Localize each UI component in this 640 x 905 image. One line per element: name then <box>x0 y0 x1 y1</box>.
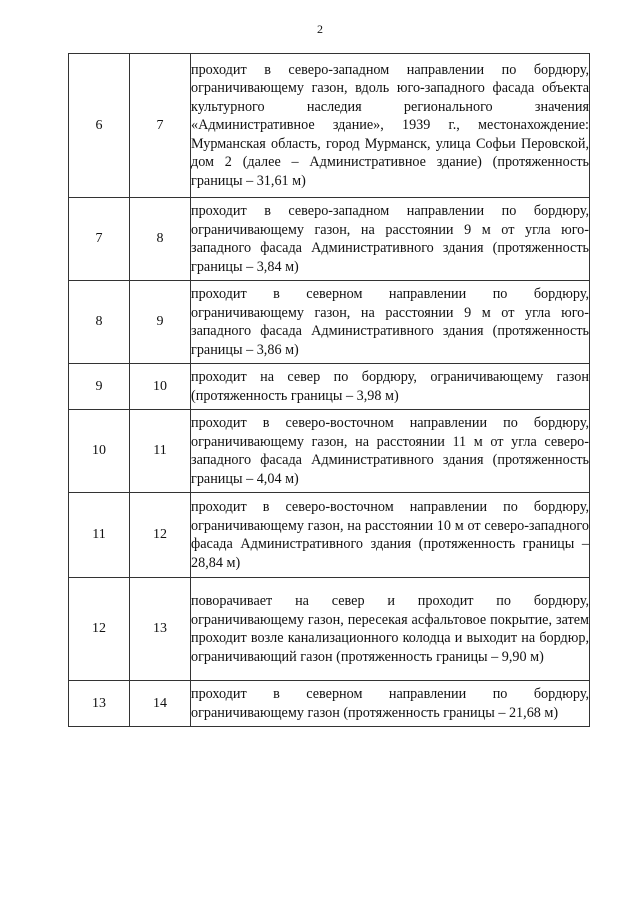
page-number: 2 <box>317 22 323 36</box>
point-from: 6 <box>69 54 130 198</box>
point-from: 9 <box>69 364 130 410</box>
table-row <box>69 681 590 727</box>
point-from: 12 <box>69 578 130 681</box>
table-row <box>69 198 590 281</box>
point-to: 11 <box>130 410 191 493</box>
table-row <box>69 410 590 493</box>
boundary-description: проходит в северо-западном направлении по бордюру, ограничивающему газон, на расстоянии 9 м от угла юго-западного фасада Административного здания (протяженность границы – 3,84 м) <box>191 198 590 281</box>
point-from: 7 <box>69 198 130 281</box>
boundary-description: проходит в северо-западном направлении по бордюру, ограничивающему газон, вдоль юго-западного фасада объекта культурного наследия регионального значения «Административное здание», 1939 г., местонахождение: Мурманская область, город Мурманск, улица Софьи Перовской, дом 2 (далее – Административное здание) (протяженность границы – 31,61 м) <box>191 54 590 198</box>
table-row <box>69 281 590 364</box>
boundary-description: поворачивает на север и проходит по бордюру, ограничивающему газон, пересекая асфальтовое покрытие, затем проходит возле канализационного колодца и выходит на бордюр, ограничивающий газон (протяженность границы – 9,90 м) <box>191 578 590 681</box>
table-row <box>69 364 590 410</box>
point-from: 13 <box>69 681 130 727</box>
boundary-description: проходит на север по бордюру, ограничивающему газон (протяженность границы – 3,98 м) <box>191 364 590 410</box>
point-to: 7 <box>130 54 191 198</box>
point-to: 14 <box>130 681 191 727</box>
point-from: 11 <box>69 493 130 578</box>
table-row <box>69 54 590 198</box>
point-to: 9 <box>130 281 191 364</box>
boundary-description: проходит в северном направлении по бордюру, ограничивающему газон (протяженность границы – 21,68 м) <box>191 681 590 727</box>
boundary-description: проходит в северо-восточном направлении по бордюру, ограничивающему газон, на расстоянии 11 м от угла северо-западного фасада Административного здания (протяженность границы – 4,04 м) <box>191 410 590 493</box>
point-to: 10 <box>130 364 191 410</box>
boundary-description: проходит в северном направлении по бордюру, ограничивающему газон, на расстоянии 9 м от угла юго-западного фасада Административного здания (протяженность границы – 3,86 м) <box>191 281 590 364</box>
point-from: 8 <box>69 281 130 364</box>
table-row <box>69 578 590 681</box>
table-row <box>69 493 590 578</box>
point-to: 13 <box>130 578 191 681</box>
boundary-table <box>68 53 590 727</box>
point-to: 8 <box>130 198 191 281</box>
point-from: 10 <box>69 410 130 493</box>
point-to: 12 <box>130 493 191 578</box>
boundary-description: проходит в северо-восточном направлении по бордюру, ограничивающему газон, на расстоянии 10 м от северо-западного фасада Административного здания (протяженность границы – 28,84 м) <box>191 493 590 578</box>
